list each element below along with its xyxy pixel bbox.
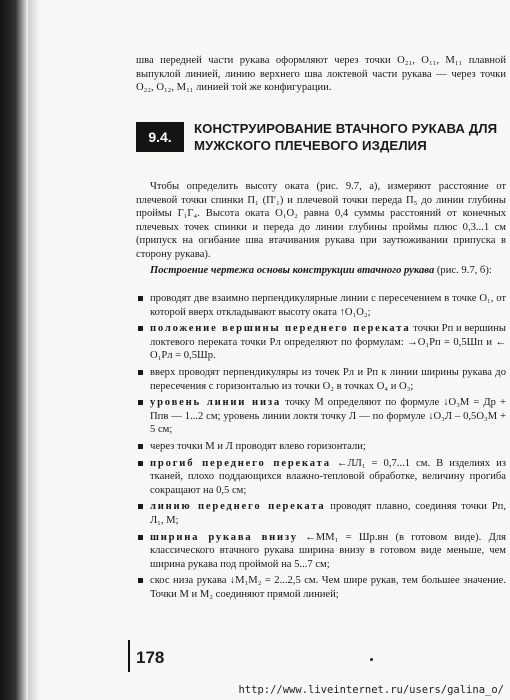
spine-gradient	[28, 0, 40, 700]
list-item: прогиб переднего переката ←ЛЛ₁ = 0,7...1 см. В изделиях из тканей, плохо поддающихся влажно-тепловой обработке, величину прогиба сокращают на 0,5 см;	[136, 457, 506, 498]
list-item: проводят две взаимно перпендикулярные линии с пересечением в точке O₁, от которой вверх откладывают высоту оката ↑O₁O₂;	[136, 292, 506, 319]
spine-shadow	[0, 0, 28, 700]
speck-mark	[370, 658, 373, 661]
list-item: положение вершины переднего переката точки Рп и вершины локтевого переката точки Рл определяют по формулам: →O₁Рп = 0,5Шп и ← O₁Рл = 0,5Шр.	[136, 322, 506, 363]
watermark-url[interactable]: http://www.liveinternet.ru/users/galina_o/	[238, 684, 504, 696]
construction-lead-rest: (рис. 9.7, б):	[434, 265, 492, 276]
paragraph-okat-height: Чтобы определить высоту оката (рис. 9.7, а), измеряют расстояние от плечевой точки спинки П₁ (П′₁) и плечевой точки переда П₅ до линии глубины проймы Г₁Г₄. Высота оката O₁O₂ равна 0,4 суммы расстояний от конечных плечевых точек спинки и переда до линии глубины проймы плюс 0,3...1 см (припуск на огибание шва втачивания рукава при заутюживании припуска в сторону рукава).	[136, 181, 506, 260]
construction-lead-bold: Построение чертежа основы конструкции втачного рукава	[150, 265, 435, 276]
list-item: линию переднего переката проводят плавно, соединяя точки Рп, Л₁, М;	[136, 500, 506, 527]
section-title: КОНСТРУИРОВАНИЕ ВТАЧНОГО РУКАВА ДЛЯ МУЖСКОГО ПЛЕЧЕВОГО ИЗДЕЛИЯ	[194, 121, 498, 153]
section-heading	[136, 120, 506, 160]
construction-steps-list	[136, 292, 506, 604]
folio-rule	[128, 640, 130, 672]
paragraph-construction-lead	[136, 264, 506, 278]
list-item: скос низа рукава ↓M₁M₂ = 2...2,5 см. Чем шире рукав, тем большее значение. Точки М и M₂ соединяют прямой линией;	[136, 574, 506, 601]
section-number: 9.4.	[136, 122, 184, 152]
list-item: через точки М и Л проводят влево горизонтали;	[136, 440, 506, 454]
list-item: вверх проводят перпендикуляры из точек Рл и Рп к линии ширины рукава до пересечения с горизонталью из точки O₂ в точках O₄ и O₃;	[136, 366, 506, 393]
page-number: 178	[136, 648, 165, 667]
list-item: уровень линии низа точку М определяют по формуле ↓O₃M = Др + Ппв — 1...2 см; уровень линии локтя точку Л — по формуле ↓O₃Л – 0,5O₃M + 5 см;	[136, 396, 506, 437]
intro-paragraph: шва передней части рукава оформляют через точки O₂₁, O₁₁, M₁₁ плавной выпуклой линией, линию верхнего шва локтевой части рукава — через точки O₂₂, O₁₂, M₁₁ линией той же конфигурации.	[136, 55, 506, 94]
list-item: ширина рукава внизу ←MM₁ = Шр.вн (в готовом виде). Для классического втачного рукава ширина внизу в готовом виде меньше, чем ширина рукава под проймой на 5...7 см;	[136, 531, 506, 572]
